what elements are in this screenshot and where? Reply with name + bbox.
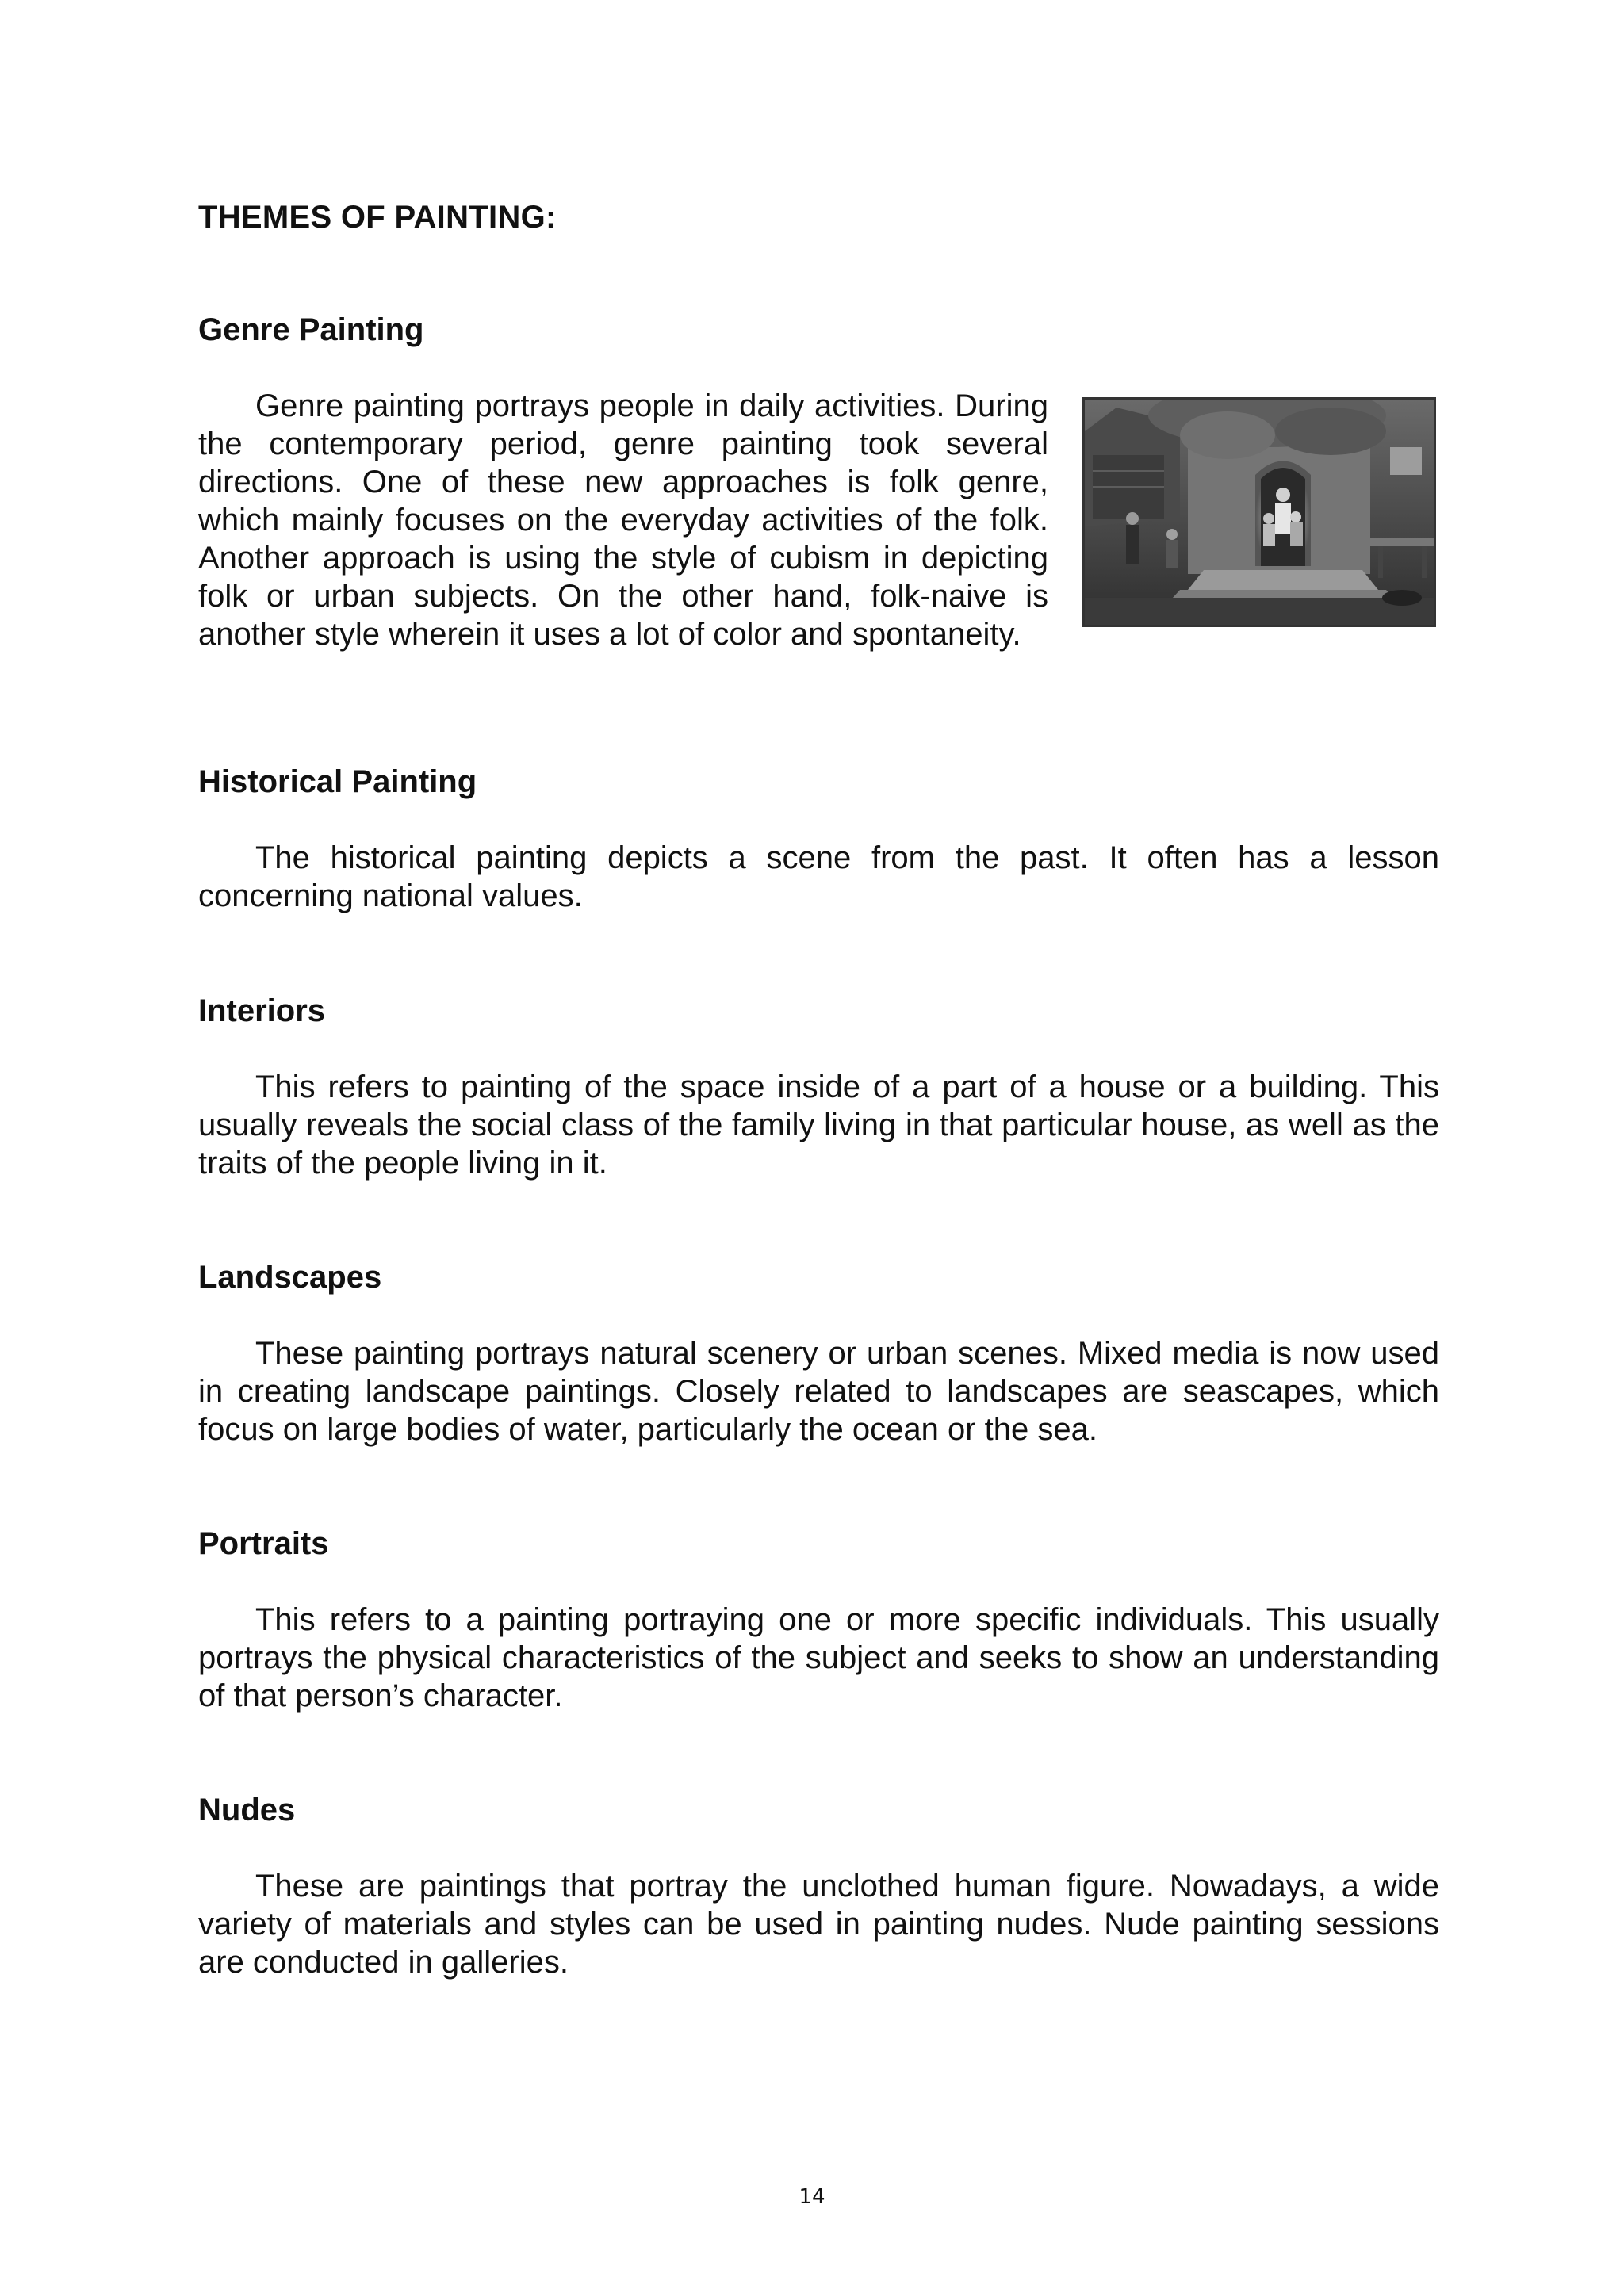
page-number: 14 xyxy=(799,2185,825,2209)
section-heading-nudes: Nudes xyxy=(198,1793,296,1827)
section-heading-portraits: Portraits xyxy=(198,1526,329,1561)
section-body-interiors: This refers to painting of the space inside of a part of a house or a building. This usually reveals the social class of the family living in that particular house, as well as the traits of the people living in it. xyxy=(198,1070,1439,1181)
section-body-historical-painting: The historical painting depicts a scene from the past. It often has a lesson concerning national values. xyxy=(198,840,1439,913)
section-heading-interiors: Interiors xyxy=(198,993,326,1028)
section-body-portraits: This refers to a painting portraying one or more specific individuals. This usually portrays the physical characteristics of the subject and seeks to show an understanding of that person’s character. xyxy=(198,1602,1439,1713)
page-title: THEMES OF PAINTING: xyxy=(198,200,557,235)
section-heading-historical-painting: Historical Painting xyxy=(198,764,477,799)
section-body-genre-painting: Genre painting portrays people in daily activities. During the contemporary period, genre painting took several directions. One of these new approaches is folk genre, which mainly focuses on the everyday activities of the folk. Another approach is using the style of cubism in depicting folk or urban subjects. On the other hand, folk-naive is another style wherein it uses a lot of color and spontaneity. xyxy=(198,388,1048,652)
section-body-nudes: These are paintings that portray the unclothed human figure. Nowadays, a wide variety of materials and styles can be used in painting nudes. Nude painting sessions are conducted in galleries. xyxy=(198,1869,1439,1980)
section-body-landscapes: These painting portrays natural scenery or urban scenes. Mixed media is now used in creating landscape paintings. Closely related to landscapes are seascapes, which focus on large bodies of water, particularly the ocean or the sea. xyxy=(198,1336,1439,1447)
section-heading-genre-painting: Genre Painting xyxy=(198,312,424,347)
genre-painting-image xyxy=(1082,397,1436,627)
genre-painting-illustration xyxy=(1085,400,1434,625)
section-heading-landscapes: Landscapes xyxy=(198,1260,382,1295)
